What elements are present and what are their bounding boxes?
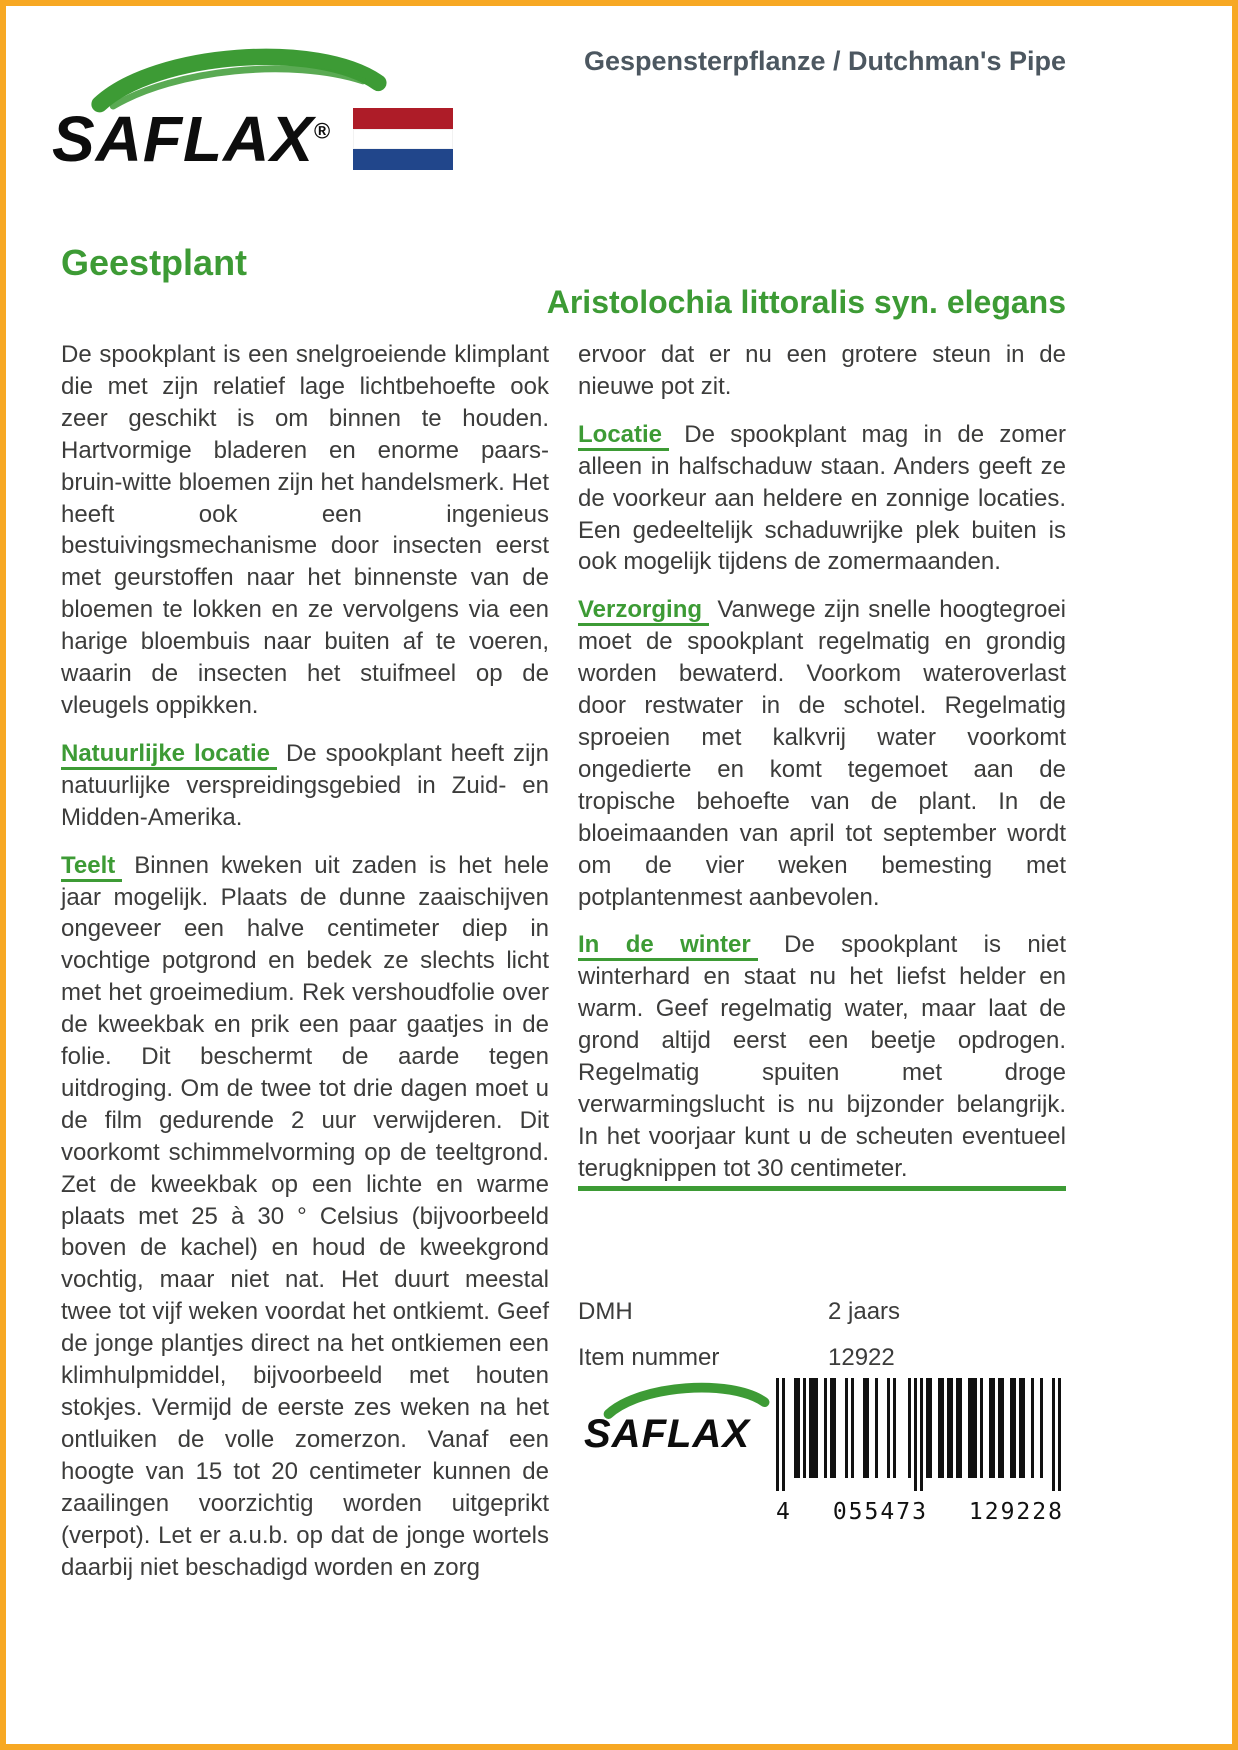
product-title: Geestplant: [61, 242, 248, 283]
section-text-verzorging: Vanwege zijn snelle hoogtegroei moet de spookplant regelmatig en grondig worden bewaterd. Voorkom wateroverlast door restwater in de schotel. Regelmatig sproeien met kalkvrij water voorkomt ongedierte en komt tegemoet aan de tropische behoefte van de plant. In de bloeimaanden van april tot september wordt om de vier weken bemesting met potplantenmest aanbevolen.: [578, 596, 1066, 911]
dmh-label: DMH: [578, 1298, 633, 1325]
section-in-de-winter: [578, 929, 1066, 1184]
section-teelt: [61, 850, 549, 1584]
registered-mark: ®: [314, 118, 332, 144]
green-divider: [578, 1186, 1066, 1191]
section-heading-verzorging: Verzorging: [578, 596, 709, 626]
barcode: [776, 1378, 1066, 1525]
flag-stripe-blue: [353, 149, 453, 170]
dmh-row: [578, 1298, 1048, 1326]
barcode-digit-group-3: 129228: [968, 1499, 1064, 1525]
section-text-locatie: De spookplant mag in de zomer alleen in halfschaduw staan. Anders geeft ze de voorkeur aan heldere en zonnige locaties. Een gedeeltelijk schaduwrijke plek buiten is ook mogelijk tijdens de zomermaanden.: [578, 420, 1066, 576]
intro-paragraph: De spookplant is een snelgroeiende klimplant die met zijn relatief lage lichtbehoefte ook zeer geschikt is om binnen te houden. Hartvormige bladeren en enorme paars-bruin-witte bloemen zijn het handelsmerk. Het heeft ook een ingenieus bestuivingsmechanisme door insecten eerst met geurstoffen naar het binnenste van de bloemen te lokken en ze vervolgens via een harige bloembuis naar buiten af te voeren, waarin de insecten het stuifmeel op de vleugels oppikken.: [61, 341, 549, 719]
section-heading-in-de-winter: In de winter: [578, 931, 758, 961]
item-number-label: Item nummer: [578, 1344, 720, 1371]
item-number-value: 12922: [828, 1344, 895, 1371]
item-number-row: [578, 1344, 1048, 1372]
saflax-wordmark: [52, 102, 331, 176]
section-text-natuurlijke-locatie: De spookplant heeft zijn natuurlijke verspreidingsgebied in Zuid- en Midden-Amerika.: [61, 739, 549, 831]
section-heading-locatie: Locatie: [578, 421, 669, 451]
barcode-number: [776, 1499, 1064, 1525]
barcode-digit-group-1: 4: [776, 1499, 792, 1525]
common-name-title: Gespensterpflanze / Dutchman's Pipe: [583, 46, 1066, 76]
barcode-bars: [776, 1378, 1064, 1493]
section-heading-teelt: Teelt: [61, 852, 122, 882]
continuation-paragraph: ervoor dat er nu een grotere steun in de nieuwe pot zit.: [578, 341, 1066, 400]
botanical-name: Aristolochia littoralis syn. elegans: [546, 284, 1066, 320]
footer-brand-logo: [584, 1378, 770, 1457]
section-natuurlijke-locatie: [61, 738, 549, 834]
barcode-digit-group-2: 055473: [832, 1499, 928, 1525]
section-verzorging: [578, 594, 1066, 913]
brand-logo: [52, 40, 453, 176]
dmh-value: 2 jaars: [828, 1298, 901, 1325]
left-column: [61, 339, 549, 1599]
flag-stripe-red: [353, 108, 453, 129]
flag-stripe-white: [353, 129, 453, 150]
footer-info: [578, 1298, 1048, 1390]
section-text-teelt: Binnen kweken uit zaden is het hele jaar mogelijk. Plaats de dunne zaaischijven ongeveer een halve centimeter diep in vochtige potgrond en bedek ze slechts licht met het groeimedium. Rek vershoudfolie over de kweekbak en prik een paar gaatjes in de folie. Dit beschermt de aarde tegen uitdroging. Om de twee tot drie dagen moet u de film gedurende 2 uur verwijderen. Dit voorkomt schimmelvorming op de teeltgrond. Zet de kweekbak op een lichte en warme plaats met 25 à 30 ° Celsius (bijvoorbeeld boven de kachel) en houd de kweekgrond vochtig, maar niet nat. Het duurt meestal twee tot vijf weken voordat het ontkiemt. Geef de jonge plantjes direct na het ontkiemen een klimhulpmiddel, bijvoorbeeld met houten stokjes. Vermijd de eerste zes weken na het ontluiken de volle zomerzon. Vanaf een hoogte van 15 tot 20 centimeter kunnen de zaailingen voorzichtig worden uitgeprikt (verpot). Let er a.u.b. op dat de jonge wortels daarbij niet beschadigd worden en zorg: [61, 851, 550, 1581]
section-text-in-de-winter: De spookplant is niet winterhard en staat nu het liefst helder en warm. Geef regelmatig water, maar laat de grond altijd eerst een beetje opdrogen. Regelmatig spuiten met droge verwarmingslucht is nu bijzonder belangrijk. In het voorjaar kunt u de scheuten eventueel terugknippen tot 30 centimeter.: [578, 931, 1067, 1182]
netherlands-flag-icon: [353, 108, 453, 170]
saflax-wordmark-text: SAFLAX: [52, 103, 314, 175]
right-column: [578, 339, 1066, 1201]
footer-saflax-wordmark: SAFLAX: [584, 1412, 750, 1456]
section-heading-natuurlijke-locatie: Natuurlijke locatie: [61, 740, 277, 770]
section-locatie: [578, 419, 1066, 579]
